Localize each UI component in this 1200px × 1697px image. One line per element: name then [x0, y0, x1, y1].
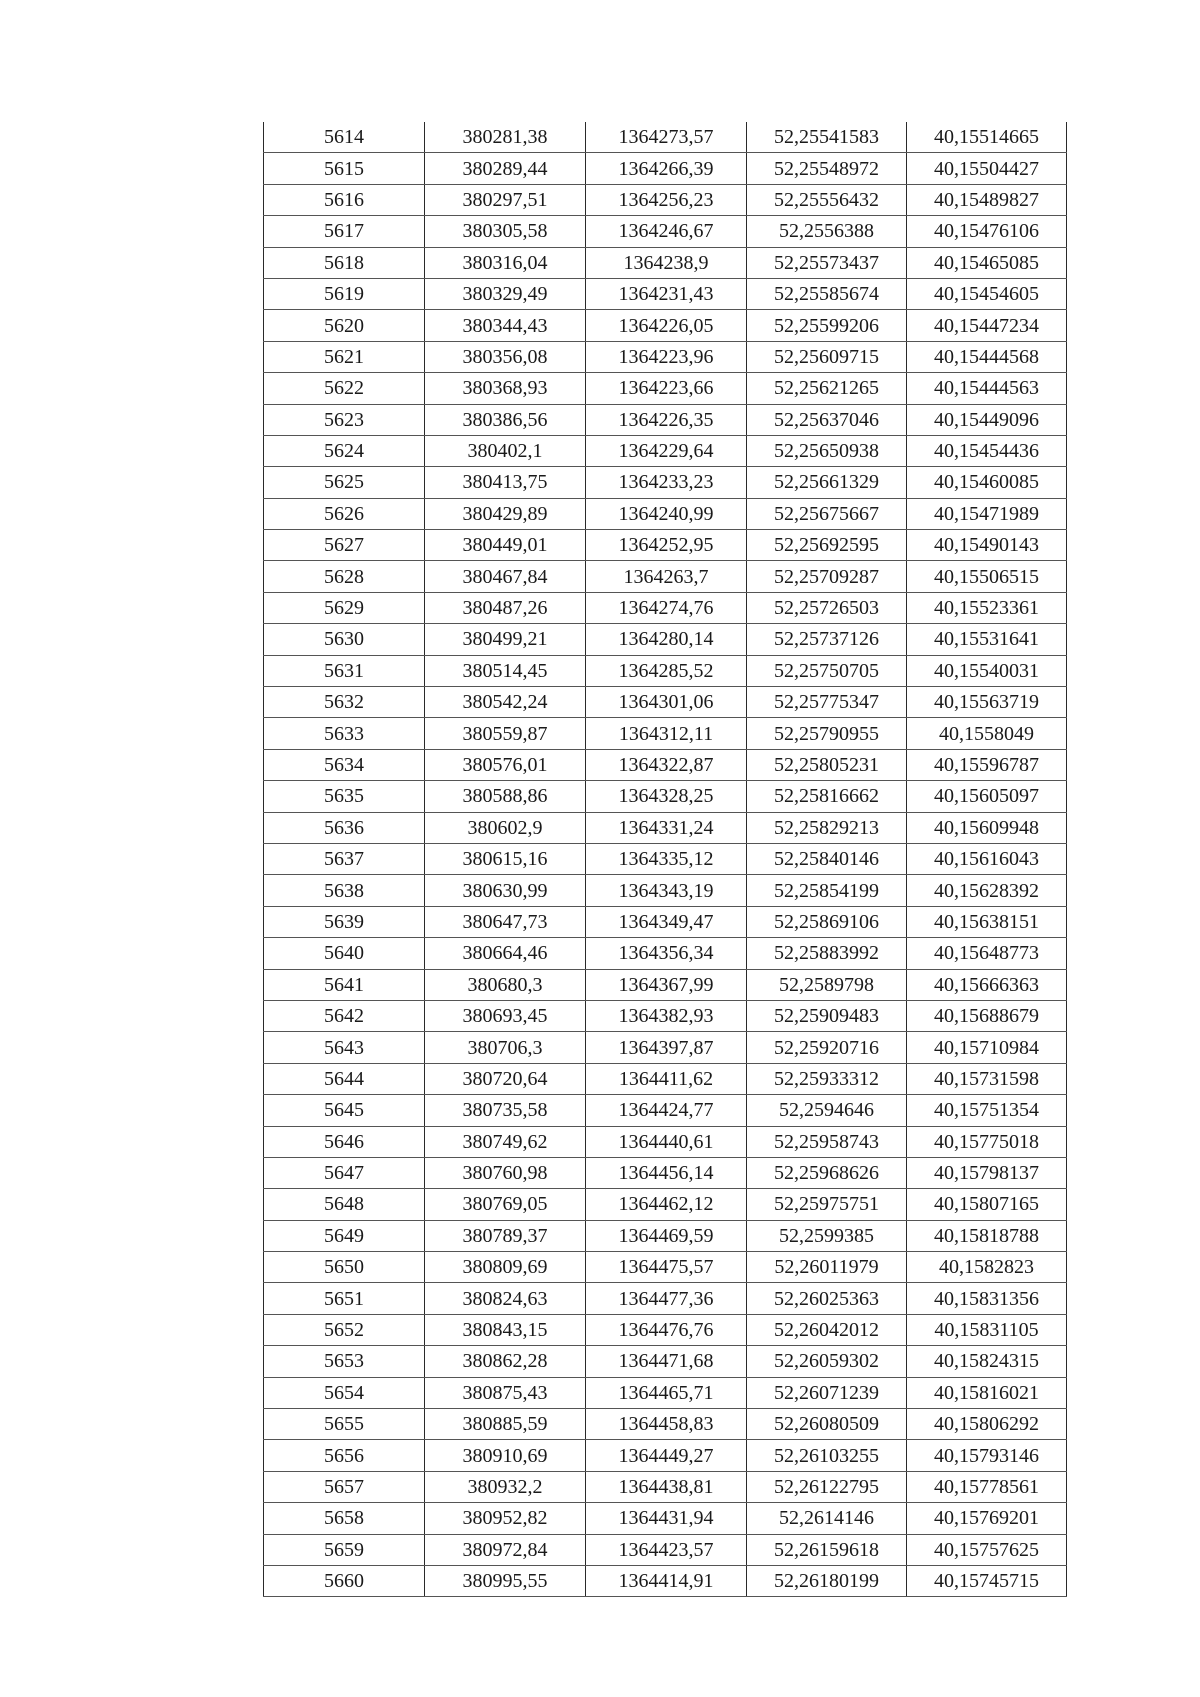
point-number-cell: 5644: [264, 1063, 425, 1094]
table-row: [264, 1503, 1067, 1534]
longitude-cell: 40,15616043: [907, 843, 1067, 874]
table-row: [264, 1346, 1067, 1377]
longitude-cell: 40,15514665: [907, 122, 1067, 153]
latitude-cell: 52,25556432: [747, 184, 907, 215]
point-number-cell: 5638: [264, 875, 425, 906]
x-coordinate-cell: 380862,28: [425, 1346, 586, 1377]
x-coordinate-cell: 380602,9: [425, 812, 586, 843]
latitude-cell: 52,25548972: [747, 153, 907, 184]
point-number-cell: 5649: [264, 1220, 425, 1251]
y-coordinate-cell: 1364223,66: [586, 373, 747, 404]
longitude-cell: 40,15778561: [907, 1471, 1067, 1502]
table-row: [264, 530, 1067, 561]
latitude-cell: 52,26071239: [747, 1377, 907, 1408]
y-coordinate-cell: 1364274,76: [586, 592, 747, 623]
x-coordinate-cell: 380467,84: [425, 561, 586, 592]
y-coordinate-cell: 1364343,19: [586, 875, 747, 906]
x-coordinate-cell: 380972,84: [425, 1534, 586, 1565]
point-number-cell: 5628: [264, 561, 425, 592]
table-row: [264, 153, 1067, 184]
y-coordinate-cell: 1364356,34: [586, 938, 747, 969]
latitude-cell: 52,25958743: [747, 1126, 907, 1157]
table-row: [264, 278, 1067, 309]
latitude-cell: 52,25726503: [747, 592, 907, 623]
latitude-cell: 52,25920716: [747, 1032, 907, 1063]
table-row: [264, 1220, 1067, 1251]
table-row: [264, 812, 1067, 843]
point-number-cell: 5642: [264, 1000, 425, 1031]
latitude-cell: 52,2599385: [747, 1220, 907, 1251]
longitude-cell: 40,15596787: [907, 749, 1067, 780]
latitude-cell: 52,26042012: [747, 1314, 907, 1345]
y-coordinate-cell: 1364223,96: [586, 341, 747, 372]
point-number-cell: 5627: [264, 530, 425, 561]
longitude-cell: 40,15824315: [907, 1346, 1067, 1377]
x-coordinate-cell: 380680,3: [425, 969, 586, 1000]
y-coordinate-cell: 1364240,99: [586, 498, 747, 529]
longitude-cell: 40,15523361: [907, 592, 1067, 623]
latitude-cell: 52,26103255: [747, 1440, 907, 1471]
point-number-cell: 5651: [264, 1283, 425, 1314]
longitude-cell: 40,15807165: [907, 1189, 1067, 1220]
longitude-cell: 40,15831105: [907, 1314, 1067, 1345]
latitude-cell: 52,26080509: [747, 1409, 907, 1440]
x-coordinate-cell: 380305,58: [425, 216, 586, 247]
point-number-cell: 5625: [264, 467, 425, 498]
latitude-cell: 52,25637046: [747, 404, 907, 435]
y-coordinate-cell: 1364367,99: [586, 969, 747, 1000]
x-coordinate-cell: 380910,69: [425, 1440, 586, 1471]
x-coordinate-cell: 380952,82: [425, 1503, 586, 1534]
latitude-cell: 52,25933312: [747, 1063, 907, 1094]
point-number-cell: 5655: [264, 1409, 425, 1440]
point-number-cell: 5654: [264, 1377, 425, 1408]
point-number-cell: 5660: [264, 1565, 425, 1596]
y-coordinate-cell: 1364440,61: [586, 1126, 747, 1157]
latitude-cell: 52,26180199: [747, 1565, 907, 1596]
table-row: [264, 404, 1067, 435]
x-coordinate-cell: 380615,16: [425, 843, 586, 874]
latitude-cell: 52,25541583: [747, 122, 907, 153]
point-number-cell: 5643: [264, 1032, 425, 1063]
x-coordinate-cell: 380875,43: [425, 1377, 586, 1408]
point-number-cell: 5622: [264, 373, 425, 404]
latitude-cell: 52,25609715: [747, 341, 907, 372]
x-coordinate-cell: 380588,86: [425, 781, 586, 812]
x-coordinate-cell: 380576,01: [425, 749, 586, 780]
y-coordinate-cell: 1364397,87: [586, 1032, 747, 1063]
x-coordinate-cell: 380356,08: [425, 341, 586, 372]
table-row: [264, 216, 1067, 247]
point-number-cell: 5614: [264, 122, 425, 153]
longitude-cell: 40,15449096: [907, 404, 1067, 435]
table-row: [264, 1534, 1067, 1565]
y-coordinate-cell: 1364229,64: [586, 435, 747, 466]
y-coordinate-cell: 1364458,83: [586, 1409, 747, 1440]
y-coordinate-cell: 1364328,25: [586, 781, 747, 812]
table-row: [264, 875, 1067, 906]
x-coordinate-cell: 380289,44: [425, 153, 586, 184]
x-coordinate-cell: 380297,51: [425, 184, 586, 215]
x-coordinate-cell: 380720,64: [425, 1063, 586, 1094]
point-number-cell: 5620: [264, 310, 425, 341]
point-number-cell: 5656: [264, 1440, 425, 1471]
latitude-cell: 52,25816662: [747, 781, 907, 812]
longitude-cell: 40,15506515: [907, 561, 1067, 592]
latitude-cell: 52,25709287: [747, 561, 907, 592]
table-row: [264, 1157, 1067, 1188]
y-coordinate-cell: 1364238,9: [586, 247, 747, 278]
latitude-cell: 52,2614146: [747, 1503, 907, 1534]
x-coordinate-cell: 380429,89: [425, 498, 586, 529]
point-number-cell: 5624: [264, 435, 425, 466]
longitude-cell: 40,15775018: [907, 1126, 1067, 1157]
table-row: [264, 373, 1067, 404]
x-coordinate-cell: 380706,3: [425, 1032, 586, 1063]
latitude-cell: 52,26025363: [747, 1283, 907, 1314]
longitude-cell: 40,15444568: [907, 341, 1067, 372]
y-coordinate-cell: 1364438,81: [586, 1471, 747, 1502]
point-number-cell: 5619: [264, 278, 425, 309]
x-coordinate-cell: 380885,59: [425, 1409, 586, 1440]
latitude-cell: 52,25805231: [747, 749, 907, 780]
longitude-cell: 40,15806292: [907, 1409, 1067, 1440]
longitude-cell: 40,15769201: [907, 1503, 1067, 1534]
y-coordinate-cell: 1364301,06: [586, 687, 747, 718]
y-coordinate-cell: 1364266,39: [586, 153, 747, 184]
latitude-cell: 52,25775347: [747, 687, 907, 718]
point-number-cell: 5650: [264, 1252, 425, 1283]
x-coordinate-cell: 380487,26: [425, 592, 586, 623]
table-row: [264, 247, 1067, 278]
point-number-cell: 5631: [264, 655, 425, 686]
table-row: [264, 938, 1067, 969]
longitude-cell: 40,15563719: [907, 687, 1067, 718]
x-coordinate-cell: 380769,05: [425, 1189, 586, 1220]
longitude-cell: 40,15831356: [907, 1283, 1067, 1314]
y-coordinate-cell: 1364322,87: [586, 749, 747, 780]
table-row: [264, 781, 1067, 812]
x-coordinate-cell: 380344,43: [425, 310, 586, 341]
longitude-cell: 40,15609948: [907, 812, 1067, 843]
point-number-cell: 5626: [264, 498, 425, 529]
longitude-cell: 40,15757625: [907, 1534, 1067, 1565]
longitude-cell: 40,15454436: [907, 435, 1067, 466]
x-coordinate-cell: 380542,24: [425, 687, 586, 718]
x-coordinate-cell: 380368,93: [425, 373, 586, 404]
longitude-cell: 40,15504427: [907, 153, 1067, 184]
longitude-cell: 40,15818788: [907, 1220, 1067, 1251]
table-row: [264, 498, 1067, 529]
longitude-cell: 40,15490143: [907, 530, 1067, 561]
longitude-cell: 40,1558049: [907, 718, 1067, 749]
longitude-cell: 40,15605097: [907, 781, 1067, 812]
latitude-cell: 52,2589798: [747, 969, 907, 1000]
y-coordinate-cell: 1364226,35: [586, 404, 747, 435]
longitude-cell: 40,15471989: [907, 498, 1067, 529]
x-coordinate-cell: 380664,46: [425, 938, 586, 969]
longitude-cell: 40,15731598: [907, 1063, 1067, 1094]
table-row: [264, 1063, 1067, 1094]
point-number-cell: 5639: [264, 906, 425, 937]
x-coordinate-cell: 380316,04: [425, 247, 586, 278]
x-coordinate-cell: 380402,1: [425, 435, 586, 466]
x-coordinate-cell: 380514,45: [425, 655, 586, 686]
point-number-cell: 5648: [264, 1189, 425, 1220]
longitude-cell: 40,15531641: [907, 624, 1067, 655]
table-row: [264, 467, 1067, 498]
y-coordinate-cell: 1364431,94: [586, 1503, 747, 1534]
latitude-cell: 52,25968626: [747, 1157, 907, 1188]
point-number-cell: 5647: [264, 1157, 425, 1188]
y-coordinate-cell: 1364273,57: [586, 122, 747, 153]
table-row: [264, 1252, 1067, 1283]
x-coordinate-cell: 380749,62: [425, 1126, 586, 1157]
latitude-cell: 52,25975751: [747, 1189, 907, 1220]
table-row: [264, 969, 1067, 1000]
table-row: [264, 1032, 1067, 1063]
y-coordinate-cell: 1364312,11: [586, 718, 747, 749]
latitude-cell: 52,25573437: [747, 247, 907, 278]
table-row: [264, 435, 1067, 466]
longitude-cell: 40,15460085: [907, 467, 1067, 498]
x-coordinate-cell: 380499,21: [425, 624, 586, 655]
latitude-cell: 52,2594646: [747, 1095, 907, 1126]
y-coordinate-cell: 1364285,52: [586, 655, 747, 686]
y-coordinate-cell: 1364382,93: [586, 1000, 747, 1031]
x-coordinate-cell: 380932,2: [425, 1471, 586, 1502]
point-number-cell: 5623: [264, 404, 425, 435]
coordinates-table: [263, 122, 1067, 1597]
x-coordinate-cell: 380449,01: [425, 530, 586, 561]
point-number-cell: 5621: [264, 341, 425, 372]
table-row: [264, 687, 1067, 718]
latitude-cell: 52,25750705: [747, 655, 907, 686]
y-coordinate-cell: 1364477,36: [586, 1283, 747, 1314]
latitude-cell: 52,26122795: [747, 1471, 907, 1502]
y-coordinate-cell: 1364246,67: [586, 216, 747, 247]
y-coordinate-cell: 1364335,12: [586, 843, 747, 874]
y-coordinate-cell: 1364226,05: [586, 310, 747, 341]
point-number-cell: 5636: [264, 812, 425, 843]
x-coordinate-cell: 380809,69: [425, 1252, 586, 1283]
latitude-cell: 52,25650938: [747, 435, 907, 466]
longitude-cell: 40,15476106: [907, 216, 1067, 247]
longitude-cell: 40,15465085: [907, 247, 1067, 278]
longitude-cell: 40,15745715: [907, 1565, 1067, 1596]
y-coordinate-cell: 1364456,14: [586, 1157, 747, 1188]
y-coordinate-cell: 1364256,23: [586, 184, 747, 215]
point-number-cell: 5641: [264, 969, 425, 1000]
latitude-cell: 52,25909483: [747, 1000, 907, 1031]
y-coordinate-cell: 1364411,62: [586, 1063, 747, 1094]
point-number-cell: 5653: [264, 1346, 425, 1377]
x-coordinate-cell: 380735,58: [425, 1095, 586, 1126]
latitude-cell: 52,25737126: [747, 624, 907, 655]
x-coordinate-cell: 380760,98: [425, 1157, 586, 1188]
x-coordinate-cell: 380789,37: [425, 1220, 586, 1251]
table-row: [264, 1000, 1067, 1031]
point-number-cell: 5618: [264, 247, 425, 278]
x-coordinate-cell: 380559,87: [425, 718, 586, 749]
latitude-cell: 52,25854199: [747, 875, 907, 906]
table-row: [264, 1377, 1067, 1408]
longitude-cell: 40,15454605: [907, 278, 1067, 309]
table-row: [264, 1471, 1067, 1502]
point-number-cell: 5657: [264, 1471, 425, 1502]
y-coordinate-cell: 1364233,23: [586, 467, 747, 498]
longitude-cell: 40,15489827: [907, 184, 1067, 215]
table-row: [264, 1314, 1067, 1345]
y-coordinate-cell: 1364414,91: [586, 1565, 747, 1596]
point-number-cell: 5652: [264, 1314, 425, 1345]
table-row: [264, 1189, 1067, 1220]
longitude-cell: 40,15816021: [907, 1377, 1067, 1408]
latitude-cell: 52,25599206: [747, 310, 907, 341]
longitude-cell: 40,1582823: [907, 1252, 1067, 1283]
latitude-cell: 52,25883992: [747, 938, 907, 969]
y-coordinate-cell: 1364349,47: [586, 906, 747, 937]
point-number-cell: 5630: [264, 624, 425, 655]
latitude-cell: 52,25621265: [747, 373, 907, 404]
latitude-cell: 52,26011979: [747, 1252, 907, 1283]
x-coordinate-cell: 380824,63: [425, 1283, 586, 1314]
point-number-cell: 5617: [264, 216, 425, 247]
x-coordinate-cell: 380386,56: [425, 404, 586, 435]
point-number-cell: 5637: [264, 843, 425, 874]
latitude-cell: 52,25840146: [747, 843, 907, 874]
y-coordinate-cell: 1364252,95: [586, 530, 747, 561]
table-row: [264, 1095, 1067, 1126]
x-coordinate-cell: 380843,15: [425, 1314, 586, 1345]
table-row: [264, 843, 1067, 874]
x-coordinate-cell: 380995,55: [425, 1565, 586, 1596]
y-coordinate-cell: 1364476,76: [586, 1314, 747, 1345]
y-coordinate-cell: 1364231,43: [586, 278, 747, 309]
table-row: [264, 655, 1067, 686]
latitude-cell: 52,25790955: [747, 718, 907, 749]
table-row: [264, 592, 1067, 623]
y-coordinate-cell: 1364280,14: [586, 624, 747, 655]
y-coordinate-cell: 1364263,7: [586, 561, 747, 592]
point-number-cell: 5632: [264, 687, 425, 718]
latitude-cell: 52,25829213: [747, 812, 907, 843]
y-coordinate-cell: 1364423,57: [586, 1534, 747, 1565]
point-number-cell: 5659: [264, 1534, 425, 1565]
x-coordinate-cell: 380693,45: [425, 1000, 586, 1031]
latitude-cell: 52,2556388: [747, 216, 907, 247]
table-row: [264, 1440, 1067, 1471]
y-coordinate-cell: 1364462,12: [586, 1189, 747, 1220]
longitude-cell: 40,15710984: [907, 1032, 1067, 1063]
longitude-cell: 40,15648773: [907, 938, 1067, 969]
latitude-cell: 52,25675667: [747, 498, 907, 529]
latitude-cell: 52,25869106: [747, 906, 907, 937]
table-row: [264, 1126, 1067, 1157]
longitude-cell: 40,15540031: [907, 655, 1067, 686]
y-coordinate-cell: 1364475,57: [586, 1252, 747, 1283]
point-number-cell: 5640: [264, 938, 425, 969]
point-number-cell: 5646: [264, 1126, 425, 1157]
latitude-cell: 52,26159618: [747, 1534, 907, 1565]
point-number-cell: 5629: [264, 592, 425, 623]
longitude-cell: 40,15638151: [907, 906, 1067, 937]
point-number-cell: 5645: [264, 1095, 425, 1126]
latitude-cell: 52,25585674: [747, 278, 907, 309]
coordinates-table-body: [264, 122, 1067, 1597]
table-row: [264, 341, 1067, 372]
x-coordinate-cell: 380647,73: [425, 906, 586, 937]
latitude-cell: 52,26059302: [747, 1346, 907, 1377]
longitude-cell: 40,15798137: [907, 1157, 1067, 1188]
y-coordinate-cell: 1364471,68: [586, 1346, 747, 1377]
longitude-cell: 40,15628392: [907, 875, 1067, 906]
x-coordinate-cell: 380630,99: [425, 875, 586, 906]
table-row: [264, 1409, 1067, 1440]
table-row: [264, 184, 1067, 215]
latitude-cell: 52,25661329: [747, 467, 907, 498]
table-row: [264, 310, 1067, 341]
longitude-cell: 40,15751354: [907, 1095, 1067, 1126]
point-number-cell: 5615: [264, 153, 425, 184]
y-coordinate-cell: 1364449,27: [586, 1440, 747, 1471]
y-coordinate-cell: 1364424,77: [586, 1095, 747, 1126]
point-number-cell: 5633: [264, 718, 425, 749]
table-row: [264, 122, 1067, 153]
x-coordinate-cell: 380329,49: [425, 278, 586, 309]
table-row: [264, 561, 1067, 592]
table-row: [264, 718, 1067, 749]
longitude-cell: 40,15688679: [907, 1000, 1067, 1031]
table-row: [264, 906, 1067, 937]
point-number-cell: 5635: [264, 781, 425, 812]
table-row: [264, 1283, 1067, 1314]
table-row: [264, 1565, 1067, 1596]
longitude-cell: 40,15447234: [907, 310, 1067, 341]
point-number-cell: 5634: [264, 749, 425, 780]
x-coordinate-cell: 380413,75: [425, 467, 586, 498]
point-number-cell: 5658: [264, 1503, 425, 1534]
latitude-cell: 52,25692595: [747, 530, 907, 561]
table-row: [264, 624, 1067, 655]
table-row: [264, 749, 1067, 780]
y-coordinate-cell: 1364469,59: [586, 1220, 747, 1251]
x-coordinate-cell: 380281,38: [425, 122, 586, 153]
y-coordinate-cell: 1364331,24: [586, 812, 747, 843]
longitude-cell: 40,15444563: [907, 373, 1067, 404]
longitude-cell: 40,15793146: [907, 1440, 1067, 1471]
longitude-cell: 40,15666363: [907, 969, 1067, 1000]
y-coordinate-cell: 1364465,71: [586, 1377, 747, 1408]
point-number-cell: 5616: [264, 184, 425, 215]
